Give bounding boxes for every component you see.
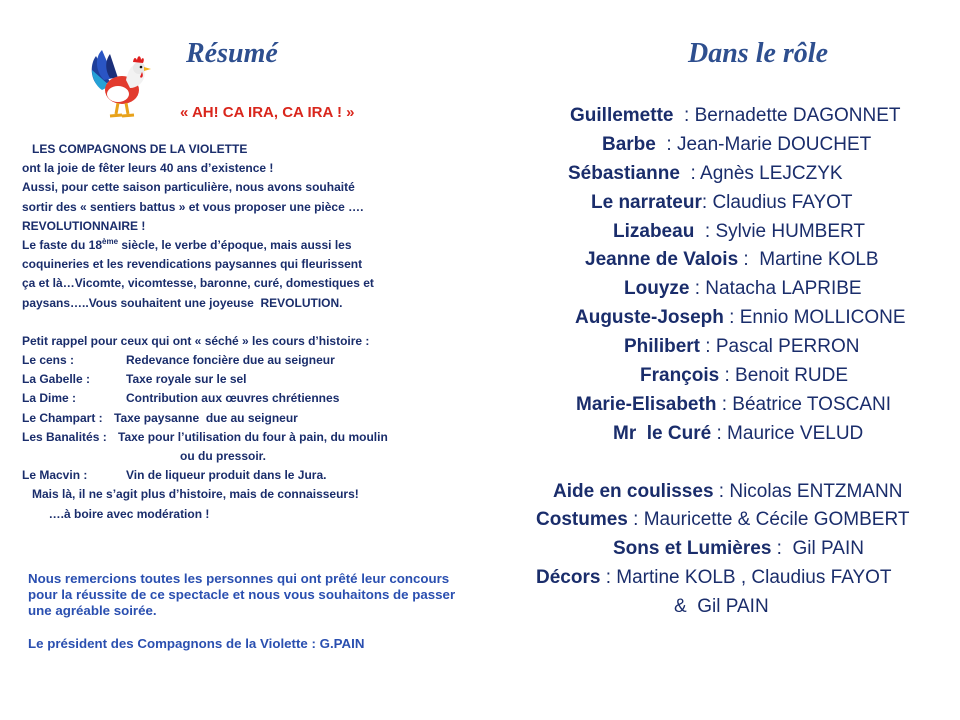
cast-role: Lizabeau — [613, 220, 695, 242]
crew-member: Gil PAIN — [792, 538, 864, 560]
signature: Le président des Compagnons de la Violette : G.PAIN — [28, 636, 365, 651]
cast-row — [520, 189, 960, 218]
slogan: « AH! CA IRA, CA IRA ! » — [180, 104, 355, 121]
intro-line: LES COMPAGNONS DE LA VIOLETTE — [22, 142, 248, 156]
cast-role: Guillemette — [570, 105, 674, 126]
intro-line: sortir des « sentiers battus » et vous proposer une pièce …. — [22, 199, 364, 214]
cast-separator: : — [701, 191, 713, 213]
cast-role: Philibert — [624, 336, 701, 358]
rappel-line: Petit rappel pour ceux qui ont « séché » les cours d’histoire : — [22, 333, 370, 348]
glossary-row — [22, 351, 462, 370]
glossary-def: ou du pressoir. — [180, 449, 267, 463]
glossary-def: Taxe royale sur le sel — [126, 372, 247, 387]
crew-row — [520, 478, 960, 507]
glossary-term: Les Banalités : — [22, 429, 107, 444]
cast-title: Dans le rôle — [688, 38, 828, 69]
crew-member: Nicolas ENTZMANN — [729, 480, 903, 502]
intro-line: REVOLUTIONNAIRE ! — [22, 218, 146, 233]
crew-row — [520, 535, 960, 564]
cast-actor: Martine KOLB — [759, 249, 879, 271]
cast-separator: : — [700, 336, 716, 358]
cast-actor: Ennio MOLLICONE — [739, 307, 906, 329]
cast-role: Auguste-Joseph — [575, 307, 724, 329]
cast-role: Marie-Elisabeth — [576, 393, 717, 415]
crew-role: Sons et Lumières — [613, 538, 772, 560]
cast-row — [520, 102, 960, 131]
crew-separator: : — [627, 509, 644, 531]
cast-separator: : — [723, 307, 740, 329]
cast-role: Barbe — [602, 133, 656, 155]
glossary-term: Le Champart : — [22, 410, 103, 425]
faste-prefix: Le faste du 18 — [22, 237, 103, 252]
thanks-text: Nous remercions toutes les personnes qui ont prêté leur concours pour la réussite de ce spectacle et nous vous souhaitons de passer une agréable soirée. — [28, 571, 456, 618]
cast-row — [520, 391, 960, 420]
cast-actor: Benoit RUDE — [735, 365, 849, 387]
cast-actor: Agnès LEJCZYK — [700, 162, 843, 184]
cast-actor: Maurice VELUD — [727, 422, 864, 444]
crew-extra: & Gil PAIN — [674, 596, 769, 618]
cast-row — [520, 420, 960, 449]
crew-member: Martine KOLB , Claudius FAYOT — [616, 567, 892, 589]
crew-role: Aide en coulisses — [553, 480, 714, 502]
intro-line: coquineries et les revendications paysannes qui fleurissent — [22, 257, 363, 272]
cast-separator: : — [689, 278, 706, 300]
cast-separator: : — [719, 365, 736, 387]
glossary-row — [22, 447, 462, 466]
cast-row — [520, 333, 960, 362]
cast-row — [520, 160, 960, 189]
faste-suffix: siècle, le verbe d’époque, mais aussi les — [118, 237, 352, 252]
cast-separator: : — [694, 220, 716, 242]
cast-row — [520, 362, 960, 391]
crew-separator: : — [600, 567, 617, 589]
cast-separator: : — [655, 133, 677, 155]
cast-role: Mr le Curé — [613, 422, 712, 444]
cast-separator: : — [716, 393, 733, 415]
cast-row — [520, 275, 960, 304]
cast-role: Le narrateur — [591, 191, 702, 213]
crew-separator: : — [771, 538, 793, 560]
thanks-block — [28, 571, 458, 652]
rooster-icon — [88, 48, 158, 120]
closing-line: ….à boire avec modération ! — [22, 506, 210, 521]
glossary-def: Redevance foncière due au seigneur — [126, 353, 335, 368]
cast-actor: Claudius FAYOT — [712, 191, 853, 213]
crew-row — [520, 506, 960, 535]
intro-line: ça et là…Vicomte, vicomtesse, baronne, curé, domestiques et — [22, 276, 374, 291]
cast-separator: : — [738, 249, 760, 271]
faste-line — [22, 236, 462, 255]
cast-actor: Béatrice TOSCANI — [732, 393, 892, 415]
intro-line: Aussi, pour cette saison particulière, nous avons souhaité — [22, 180, 355, 195]
glossary-term: Le cens : — [22, 353, 75, 368]
cast-separator: : — [673, 105, 695, 126]
glossary-row — [22, 428, 462, 447]
crew-role: Décors — [536, 567, 601, 589]
cast-list — [520, 102, 960, 622]
intro-line: paysans…..Vous souhaitent une joyeuse REVOLUTION. — [22, 295, 343, 310]
cast-role: François — [640, 365, 720, 387]
glossary-row — [22, 466, 462, 485]
faste-superscript: ème — [102, 236, 119, 246]
cast-role: Jeanne de Valois — [585, 249, 739, 271]
cast-role: Louyze — [624, 278, 690, 300]
cast-actor: Bernadette DAGONNET — [694, 105, 901, 126]
resume-title: Résumé — [186, 38, 278, 69]
cast-role: Sébastianne — [568, 162, 680, 184]
cast-separator: : — [679, 162, 701, 184]
crew-row — [520, 564, 960, 593]
cast-row — [520, 246, 960, 275]
closing-line: Mais là, il ne s’agit plus d’histoire, mais de connaisseurs! — [22, 487, 359, 502]
cast-actor: Natacha LAPRIBE — [705, 278, 862, 300]
glossary-term: La Dime : — [22, 391, 77, 406]
glossary-term: Le Macvin : — [22, 468, 88, 483]
cast-actor: Pascal PERRON — [715, 336, 860, 358]
glossary-row — [22, 409, 462, 428]
glossary-row — [22, 389, 462, 408]
cast-row — [520, 131, 960, 160]
summary-text — [22, 140, 462, 524]
cast-actor: Jean-Marie DOUCHET — [676, 133, 872, 155]
intro-line: ont la joie de fêter leurs 40 ans d’existence ! — [22, 161, 274, 176]
cast-row — [520, 218, 960, 247]
cast-separator: : — [711, 422, 728, 444]
glossary-def: Taxe pour l’utilisation du four à pain, du moulin — [118, 429, 388, 444]
cast-row — [520, 304, 960, 333]
glossary-def: Taxe paysanne due au seigneur — [114, 410, 298, 425]
glossary-row — [22, 370, 462, 389]
glossary-def: Contribution aux œuvres chrétiennes — [126, 391, 340, 406]
crew-role: Costumes — [536, 509, 628, 531]
crew-member: Mauricette & Cécile GOMBERT — [643, 509, 910, 531]
glossary-term: La Gabelle : — [22, 372, 91, 387]
crew-separator: : — [713, 480, 730, 502]
glossary-def: Vin de liqueur produit dans le Jura. — [126, 468, 327, 483]
cast-actor: Sylvie HUMBERT — [715, 220, 865, 242]
